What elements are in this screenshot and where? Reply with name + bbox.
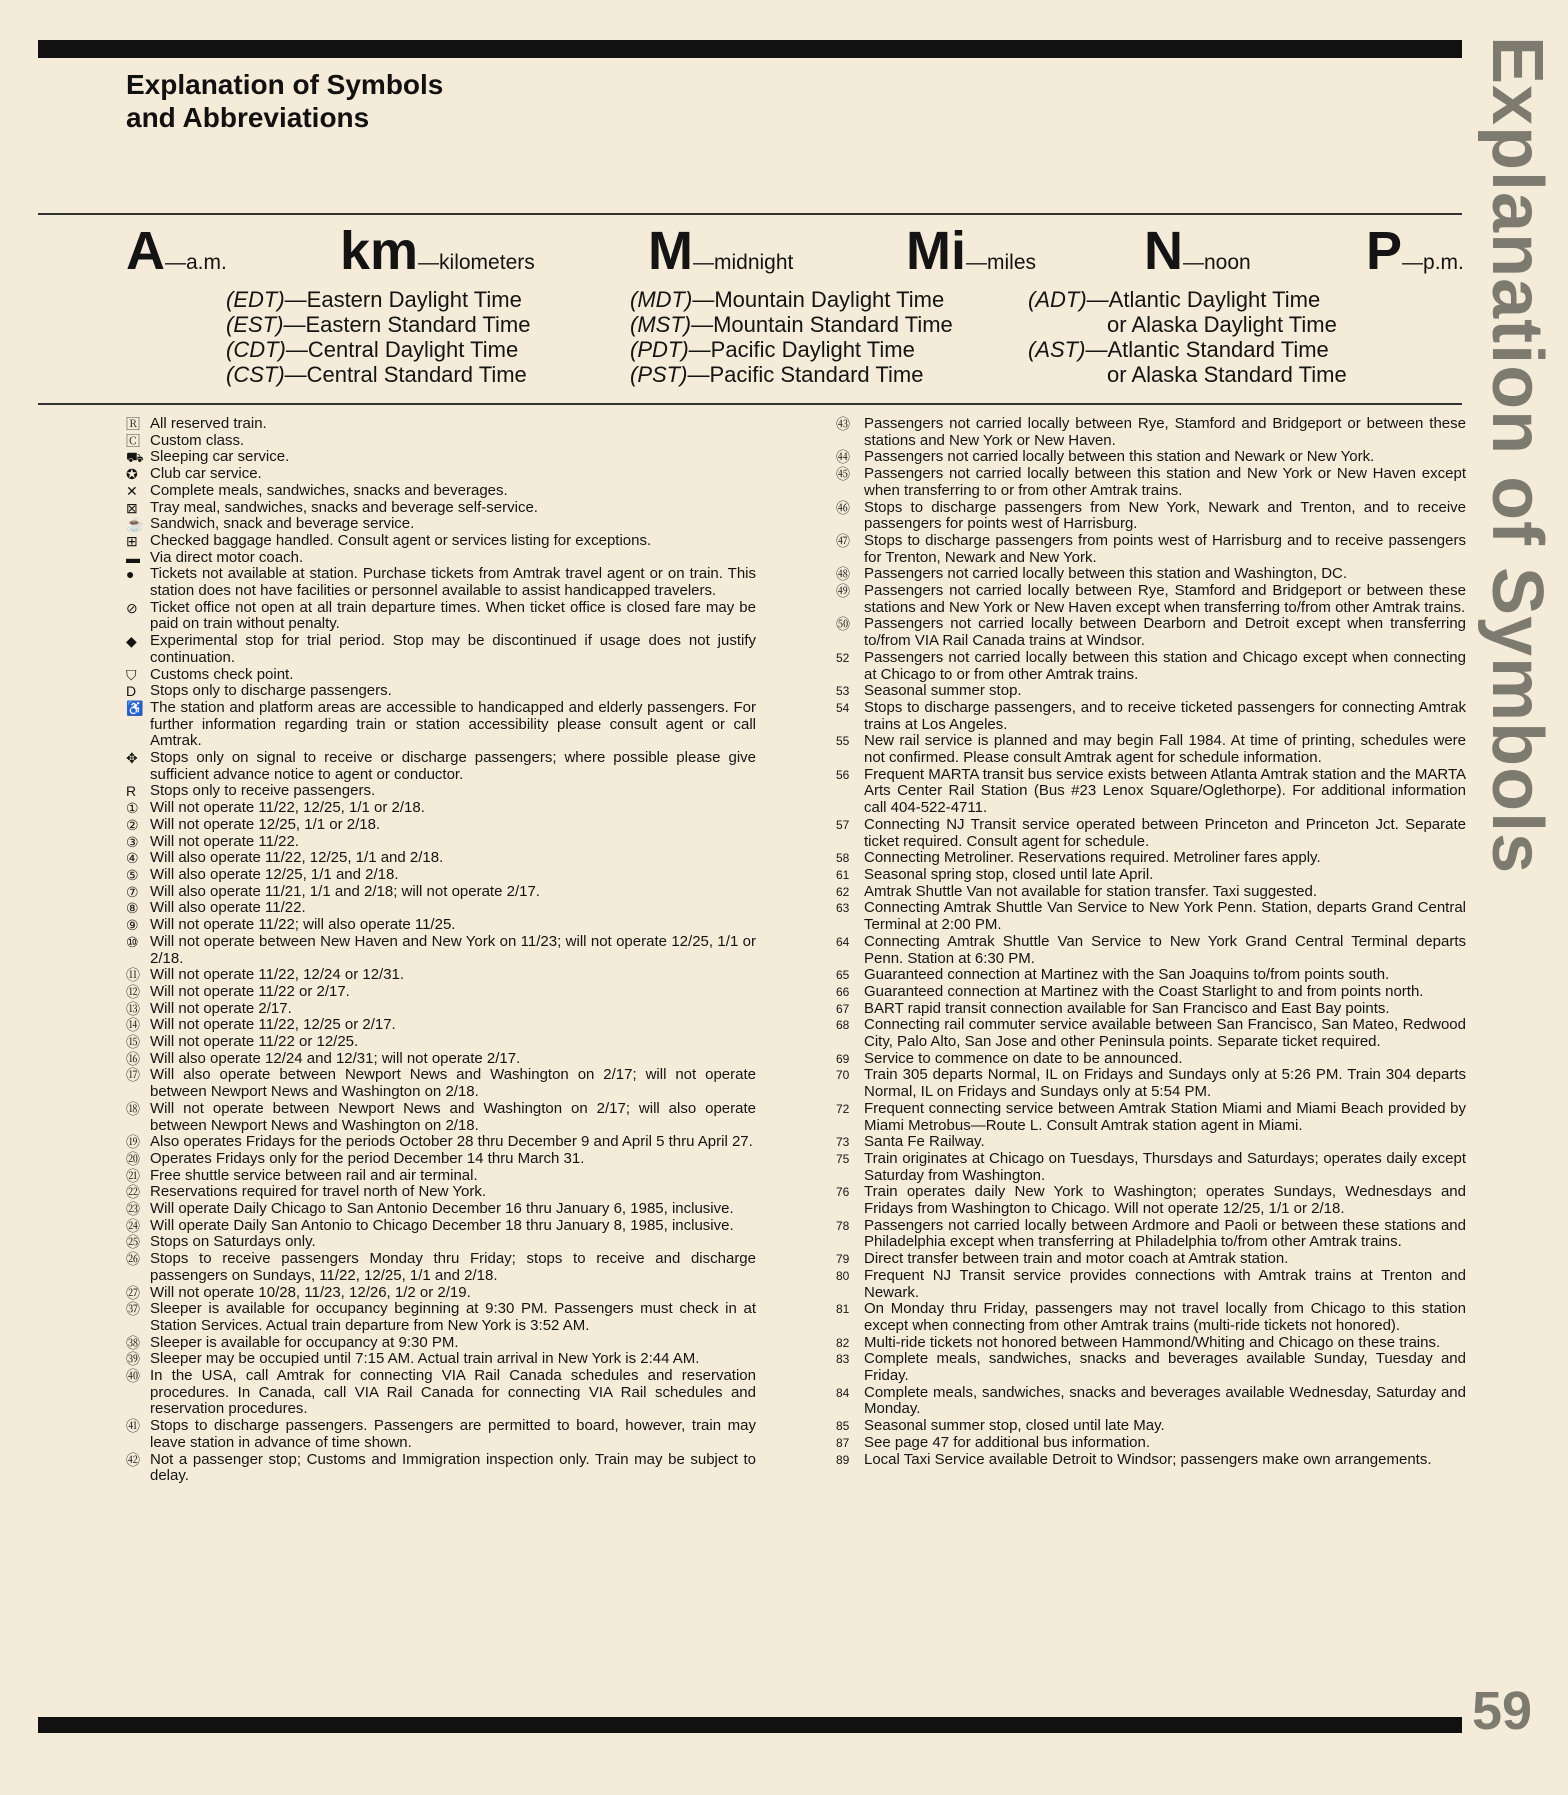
note-38-icon: ㊳ [126, 1334, 140, 1351]
custom-class-icon: 🄲 [126, 432, 140, 449]
list-item-text: Will operate Daily San Antonio to Chicago December 18 thru January 8, 1985, inclusive. [150, 1216, 734, 1234]
title-line-1: Explanation of Symbols [126, 69, 444, 100]
list-item-text: Sleeper may be occupied until 7:15 AM. Actual train arrival in New York is 2:44 AM. [150, 1350, 700, 1368]
list-item-text: Connecting Amtrak Shuttle Van Service to New York Grand Central Terminal departs Penn. Station at 6:30 PM. [864, 932, 1466, 967]
list-item [126, 633, 756, 666]
list-item-text: Stops to discharge passengers from points west of Harrisburg and to receive passengers for Trenton, Newark and New York. [864, 531, 1466, 566]
list-item [836, 934, 1466, 967]
discharge-icon: D [126, 683, 137, 700]
list-item-text: In the USA, call Amtrak for connecting VIA Rail Canada schedules and reservation procedures. In Canada, call VIA Rail Canada for connecting VIA Rail schedules and reservation procedures. [150, 1367, 756, 1418]
list-item [126, 600, 756, 633]
note-12-icon: ⑫ [126, 983, 140, 1000]
note-50-icon: ㊿ [836, 616, 850, 633]
list-item [126, 934, 756, 967]
list-item [126, 917, 756, 934]
reserved-icon: 🅁 [126, 416, 140, 432]
list-item [836, 984, 1466, 1001]
note-39-icon: ㊴ [126, 1351, 140, 1368]
list-item-text: The station and platform areas are accessible to handicapped and elderly passengers. For further information regarding train or station accessibility please consult agent or call Amtrak. [150, 698, 756, 750]
note-73-icon: 73 [836, 1135, 850, 1150]
list-item-text: Customs check point. [150, 665, 294, 683]
sandwich-icon: ☕ [126, 516, 144, 533]
list-item [126, 1184, 756, 1201]
note-5-icon: ⑤ [126, 866, 139, 883]
list-item-text: Will also operate 11/22. [150, 899, 306, 917]
note-56-icon: 56 [836, 767, 850, 782]
list-item-text: All reserved train. [150, 415, 267, 432]
note-19-icon: ⑲ [126, 1134, 140, 1151]
list-item [836, 867, 1466, 884]
list-item [836, 1268, 1466, 1301]
note-61-icon: 61 [836, 867, 850, 882]
list-item [126, 1285, 756, 1302]
list-item-text: Also operates Fridays for the periods October 28 thru December 9 and April 5 thru April 27. [150, 1133, 753, 1151]
list-item-text: Connecting Amtrak Shuttle Van Service to New York Penn. Station, departs Grand Central Terminal at 2:00 PM. [864, 899, 1466, 934]
list-item-text: Will also operate 11/22, 12/25, 1/1 and 2/18. [150, 849, 444, 867]
tz-pdt: (PDT)—Pacific Daylight Time [630, 337, 915, 362]
note-1-icon: ① [126, 800, 139, 817]
note-40-icon: ㊵ [126, 1368, 140, 1385]
abbr-n: N—noon [1144, 221, 1251, 281]
list-item-text: Frequent connecting service between Amtrak Station Miami and Miami Beach provided by Miami Metrobus—Route L. Consult Amtrak station agent in Miami. [864, 1099, 1466, 1134]
list-item [836, 1452, 1466, 1469]
note-83-icon: 83 [836, 1352, 850, 1367]
page-title [126, 68, 443, 134]
list-item-text: See page 47 for additional bus information. [864, 1433, 1151, 1451]
note-43-icon: ㊸ [836, 416, 850, 432]
list-item-text: Passengers not carried locally between this station and New York or New Haven except when transferring to or from other Amtrak trains. [864, 465, 1466, 499]
note-10-icon: ⑩ [126, 933, 139, 950]
list-item-text: Connecting rail commuter service available between San Francisco, San Mateo, Redwood City, Palo Alto, San Jose and other Peninsula points. Separate ticket required. [864, 1016, 1466, 1051]
list-item-text: Tray meal, sandwiches, snacks and beverage self-service. [150, 498, 538, 516]
list-item [836, 583, 1466, 616]
list-item [126, 867, 756, 884]
list-item-text: Stops on Saturdays only. [150, 1233, 316, 1251]
list-item-text: Sandwich, snack and beverage service. [150, 515, 415, 533]
list-item [836, 884, 1466, 901]
list-item [836, 1351, 1466, 1384]
list-item [126, 500, 756, 517]
list-item [126, 1218, 756, 1235]
tz-cst: (CST)—Central Standard Time [226, 362, 527, 387]
list-item [836, 1101, 1466, 1134]
list-item-text: Will not operate between New Haven and New York on 11/23; will not operate 12/25, 1/1 or 2/18. [150, 932, 756, 967]
note-48-icon: ㊽ [836, 566, 850, 583]
list-item [126, 1151, 756, 1168]
note-15-icon: ⑮ [126, 1034, 140, 1051]
list-item [126, 667, 756, 684]
note-80-icon: 80 [836, 1268, 850, 1283]
list-item [836, 566, 1466, 583]
note-49-icon: ㊾ [836, 583, 850, 600]
list-item [126, 1335, 756, 1352]
list-item-text: Amtrak Shuttle Van not available for station transfer. Taxi suggested. [864, 882, 1318, 900]
list-item [836, 700, 1466, 733]
list-item-text: Experimental stop for trial period. Stop may be discontinued if usage does not justify continuation. [150, 632, 756, 666]
list-item-text: Service to commence on date to be announced. [864, 1049, 1183, 1067]
note-7-icon: ⑦ [126, 883, 139, 900]
list-item-text: Reservations required for travel north of New York. [150, 1183, 486, 1201]
list-item [836, 1134, 1466, 1151]
list-item-text: Stops to discharge passengers. Passengers are permitted to board, however, train may leave station in advance of time shown. [150, 1417, 756, 1451]
note-55-icon: 55 [836, 734, 850, 749]
timezones-col-1 [226, 287, 530, 387]
list-item-text: Checked baggage handled. Consult agent or services listing for exceptions. [150, 531, 652, 549]
side-title [1477, 36, 1557, 916]
abbreviation-row [126, 220, 1466, 280]
list-item [126, 850, 756, 867]
note-52-icon: 52 [836, 650, 850, 665]
list-item-text: Passengers not carried locally between Rye, Stamford and Bridgeport or between these stations and New York or New Haven. [864, 415, 1466, 449]
baggage-icon: ⊞ [126, 532, 138, 549]
list-item [126, 449, 756, 466]
note-65-icon: 65 [836, 968, 850, 983]
list-item [836, 733, 1466, 766]
sleeping-car-icon: ⛟ [126, 449, 144, 466]
note-64-icon: 64 [836, 934, 850, 949]
list-item [836, 1051, 1466, 1068]
note-37-icon: ㊲ [126, 1301, 140, 1318]
list-item [126, 1034, 756, 1051]
abbr-a: A—a.m. [126, 221, 227, 281]
note-53-icon: 53 [836, 684, 850, 699]
list-item [126, 533, 756, 550]
note-17-icon: ⑰ [126, 1067, 140, 1084]
abbr-m: M—midnight [648, 221, 794, 281]
note-66-icon: 66 [836, 984, 850, 999]
timezones-col-2 [630, 287, 953, 387]
note-57-icon: 57 [836, 817, 850, 832]
divider-upper [38, 213, 1462, 215]
list-item-text: Stops to discharge passengers from New York, Newark and Trenton, and to receive passengers for points west of Harrisburg. [864, 498, 1466, 533]
list-item-text: Tickets not available at station. Purchase tickets from Amtrak travel agent or on train. This station does not have facilities or personnel available to assist handicapped travelers. [150, 565, 756, 600]
list-item [126, 1251, 756, 1284]
tz-cdt: (CDT)—Central Daylight Time [226, 337, 519, 362]
tz-adt: (ADT)—Atlantic Daylight Time [1028, 287, 1321, 312]
ticket-office-icon: ⊘ [126, 599, 138, 616]
note-85-icon: 85 [836, 1419, 850, 1434]
list-item [126, 967, 756, 984]
list-item [126, 550, 756, 567]
note-41-icon: ㊶ [126, 1418, 140, 1435]
divider-lower [38, 403, 1462, 405]
note-3-icon: ③ [126, 833, 139, 850]
list-item-text: Sleeper is available for occupancy beginning at 9:30 PM. Passengers must check in at Station Services. Actual train departure from New York is 3:52 AM. [150, 1300, 756, 1334]
list-item-text: Stops only on signal to receive or discharge passengers; where possible please give sufficient advance notice to agent or conductor. [150, 749, 756, 783]
note-24-icon: ㉔ [126, 1217, 140, 1234]
note-21-icon: ㉑ [126, 1167, 140, 1184]
list-item-text: Ticket office not open at all train departure times. When ticket office is closed fare may be paid on train without penalty. [150, 598, 756, 633]
note-14-icon: ⑭ [126, 1017, 140, 1034]
list-item-text: Frequent NJ Transit service provides connections with Amtrak trains at Trenton and Newark. [864, 1266, 1466, 1301]
list-item-text: Will not operate 11/22 or 2/17. [150, 982, 350, 1000]
list-item [836, 1251, 1466, 1268]
list-item-text: Complete meals, sandwiches, snacks and beverages available Wednesday, Saturday and Monday. [864, 1383, 1466, 1418]
accessible-icon: ♿ [126, 699, 144, 716]
list-item [836, 1218, 1466, 1251]
list-item [836, 466, 1466, 499]
list-item-text: Passengers not carried locally between this station and Washington, DC. [864, 565, 1348, 583]
note-22-icon: ㉒ [126, 1184, 140, 1201]
list-item [126, 1134, 756, 1151]
list-item [836, 767, 1466, 817]
note-46-icon: ㊻ [836, 499, 850, 516]
list-item-text: Will not operate between Newport News and Washington on 2/17; will also operate between Newport News and Washington on 2/18. [150, 1099, 756, 1134]
list-item [126, 817, 756, 834]
note-72-icon: 72 [836, 1101, 850, 1116]
list-item-text: Will also operate 12/25, 1/1 and 2/18. [150, 865, 399, 883]
list-item-text: Will not operate 11/22, 12/25, 1/1 or 2/18. [150, 799, 425, 817]
note-25-icon: ㉕ [126, 1234, 140, 1251]
list-item-text: Passengers not carried locally between Dearborn and Detroit except when transferring to/from VIA Rail Canada trains at Windsor. [864, 615, 1466, 650]
note-44-icon: ㊹ [836, 449, 850, 466]
dot-icon: ● [126, 566, 135, 583]
list-item [836, 616, 1466, 649]
list-item-text: Operates Fridays only for the period December 14 thru March 31. [150, 1149, 585, 1167]
list-item-text: Local Taxi Service available Detroit to Windsor; passengers make own arrangements. [864, 1450, 1432, 1468]
note-13-icon: ⑬ [126, 1000, 140, 1017]
note-23-icon: ㉓ [126, 1201, 140, 1218]
note-84-icon: 84 [836, 1385, 850, 1400]
list-item-text: Seasonal summer stop, closed until late May. [864, 1417, 1165, 1435]
list-item-text: Seasonal spring stop, closed until late April. [864, 865, 1154, 883]
list-item [836, 1335, 1466, 1352]
list-item [836, 1418, 1466, 1435]
list-item-text: Club car service. [150, 465, 262, 483]
abbr-p: P—p.m. [1366, 221, 1464, 281]
list-item [836, 900, 1466, 933]
receive-icon: R [126, 783, 137, 800]
list-item [836, 1301, 1466, 1334]
list-item [126, 700, 756, 750]
list-item-text: Will not operate 12/25, 1/1 or 2/18. [150, 815, 381, 833]
list-item-text: New rail service is planned and may begin Fall 1984. At time of printing, schedules were not confirmed. Please consult Amtrak agent for schedule information. [864, 732, 1466, 767]
list-item-text: Sleeping car service. [150, 448, 290, 466]
list-item-text: Train operates daily New York to Washington; operates Sundays, Wednesdays and Fridays from Washington to Chicago. Will not operate 12/25, 1/1 or 2/18. [864, 1183, 1466, 1218]
list-item-text: Multi-ride tickets not honored between Hammond/Whiting and Chicago on these trains. [864, 1333, 1441, 1351]
list-item-text: Guaranteed connection at Martinez with the Coast Starlight to and from points north. [864, 982, 1424, 1000]
list-item [836, 533, 1466, 566]
list-item [126, 1001, 756, 1018]
tz-pst: (PST)—Pacific Standard Time [630, 362, 924, 387]
list-item [126, 1051, 756, 1068]
list-item-text: Sleeper is available for occupancy at 9:30 PM. [150, 1333, 459, 1351]
list-item [126, 483, 756, 500]
list-item-text: Via direct motor coach. [150, 548, 304, 566]
note-8-icon: ⑧ [126, 900, 139, 917]
list-item-text: Stops only to discharge passengers. [150, 682, 392, 700]
tz-edt: (EDT)—Eastern Daylight Time [226, 287, 522, 312]
abbr-mi: Mi—miles [906, 221, 1037, 281]
list-item [126, 1234, 756, 1251]
list-item-text: Will also operate 12/24 and 12/31; will not operate 2/17. [150, 1049, 521, 1067]
list-item [836, 967, 1466, 984]
list-item [836, 416, 1466, 449]
note-76-icon: 76 [836, 1185, 850, 1200]
symbols-column-right [836, 416, 1466, 1468]
list-item [126, 1168, 756, 1185]
signal-stop-icon: ✥ [126, 750, 138, 767]
list-item [836, 1151, 1466, 1184]
list-item-text: Will not operate 11/22 or 12/25. [150, 1033, 359, 1051]
note-67-icon: 67 [836, 1001, 850, 1016]
tz-adt-alt: or Alaska Daylight Time [1107, 312, 1337, 337]
list-item [126, 1452, 756, 1485]
list-item-text: Santa Fe Railway. [864, 1133, 985, 1151]
list-item-text: Train 305 departs Normal, IL on Fridays and Sundays only at 5:26 PM. Train 304 departs Normal, IL on Fridays and Sundays only at 5:54 PM. [864, 1066, 1466, 1101]
note-16-icon: ⑯ [126, 1050, 140, 1067]
list-item-text: Direct transfer between train and motor coach at Amtrak station. [864, 1250, 1289, 1268]
list-item [126, 783, 756, 800]
note-75-icon: 75 [836, 1151, 850, 1166]
list-item-text: Custom class. [150, 431, 245, 449]
note-68-icon: 68 [836, 1018, 850, 1033]
list-item-text: Guaranteed connection at Martinez with the San Joaquins to/from points south. [864, 966, 1390, 984]
list-item [126, 433, 756, 450]
tz-mdt: (MDT)—Mountain Daylight Time [630, 287, 945, 312]
list-item [126, 984, 756, 1001]
note-26-icon: ㉖ [126, 1251, 140, 1268]
tz-ast-alt: or Alaska Standard Time [1107, 362, 1347, 387]
note-89-icon: 89 [836, 1452, 850, 1467]
list-item-text: Will not operate 11/22; will also operate 11/25. [150, 916, 456, 934]
list-item [126, 1418, 756, 1451]
note-58-icon: 58 [836, 851, 850, 866]
symbols-column-left [126, 416, 756, 1485]
list-item-text: Frequent MARTA transit bus service exists between Atlanta Amtrak station and the MARTA Arts Center Rail Station (Bus #23 Lenox Square/Oglethorpe). For additional information call 404-522-4711. [864, 765, 1466, 817]
list-item [126, 900, 756, 917]
note-42-icon: ㊷ [126, 1451, 140, 1468]
note-78-icon: 78 [836, 1218, 850, 1233]
list-item [836, 1001, 1466, 1018]
list-item-text: Complete meals, sandwiches, snacks and beverages. [150, 481, 508, 499]
note-20-icon: ⑳ [126, 1150, 140, 1167]
note-69-icon: 69 [836, 1051, 850, 1066]
page-number: 59 [1472, 1681, 1533, 1741]
list-item-text: Seasonal summer stop. [864, 682, 1022, 700]
timezones-col-3 [1028, 287, 1347, 387]
motor-coach-icon: ▬ [126, 549, 140, 566]
note-2-icon: ② [126, 816, 139, 833]
customs-icon: ⛉ [126, 666, 137, 683]
list-item [836, 1385, 1466, 1418]
meals-icon: ✕ [126, 482, 138, 499]
note-63-icon: 63 [836, 901, 850, 916]
list-item-text: Passengers not carried locally between this station and Chicago except when connecting at Chicago to or from other Amtrak trains. [864, 648, 1466, 683]
list-item [836, 1435, 1466, 1452]
note-82-icon: 82 [836, 1335, 850, 1350]
tray-meal-icon: ⊠ [126, 499, 138, 516]
bottom-rule [38, 1717, 1462, 1733]
note-9-icon: ⑨ [126, 917, 139, 934]
list-item [126, 884, 756, 901]
list-item-text: Will not operate 11/22, 12/24 or 12/31. [150, 966, 405, 984]
list-item [126, 683, 756, 700]
list-item [836, 683, 1466, 700]
list-item [126, 416, 756, 433]
note-62-icon: 62 [836, 884, 850, 899]
list-item [836, 449, 1466, 466]
list-item-text: On Monday thru Friday, passengers may not travel locally from Chicago to this station except when connecting from other Amtrak trains (multi-ride tickets not honored). [864, 1300, 1466, 1334]
tz-mst: (MST)—Mountain Standard Time [630, 312, 953, 337]
list-item [126, 566, 756, 599]
note-18-icon: ⑱ [126, 1100, 140, 1117]
list-item [836, 1067, 1466, 1100]
list-item-text: Connecting Metroliner. Reservations required. Metroliner fares apply. [864, 849, 1321, 867]
note-87-icon: 87 [836, 1435, 850, 1450]
tz-ast: (AST)—Atlantic Standard Time [1028, 337, 1329, 362]
list-item [126, 1301, 756, 1334]
title-line-2: and Abbreviations [126, 102, 370, 133]
list-item-text: Will not operate 2/17. [150, 999, 292, 1017]
top-rule [38, 40, 1462, 58]
list-item-text: Will operate Daily Chicago to San Antonio December 16 thru January 6, 1985, inclusive. [150, 1200, 734, 1218]
note-47-icon: ㊼ [836, 532, 850, 549]
list-item-text: Will not operate 10/28, 11/23, 12/26, 1/2 or 2/19. [150, 1283, 471, 1301]
list-item-text: BART rapid transit connection available for San Francisco and East Bay points. [864, 999, 1390, 1017]
list-item-text: Stops only to receive passengers. [150, 782, 376, 800]
note-79-icon: 79 [836, 1252, 850, 1267]
list-item [836, 500, 1466, 533]
list-item [126, 466, 756, 483]
list-item [126, 1017, 756, 1034]
tz-est: (EST)—Eastern Standard Time [226, 312, 531, 337]
list-item-text: Will not operate 11/22. [150, 832, 299, 850]
list-item-text: Will also operate 11/21, 1/1 and 2/18; will not operate 2/17. [150, 882, 540, 900]
list-item [836, 1184, 1466, 1217]
note-27-icon: ㉗ [126, 1284, 140, 1301]
list-item [126, 1351, 756, 1368]
list-item-text: Passengers not carried locally between Ardmore and Paoli or between these stations and Philadelphia except when transferring at Philadelphia to/from other Amtrak trains. [864, 1216, 1466, 1251]
list-item [126, 750, 756, 783]
note-11-icon: ⑪ [126, 967, 140, 984]
list-item [126, 834, 756, 851]
list-item-text: Will not operate 11/22, 12/25 or 2/17. [150, 1016, 396, 1034]
list-item [126, 1368, 756, 1418]
note-81-icon: 81 [836, 1302, 850, 1317]
list-item [126, 800, 756, 817]
diamond-icon: ◆ [126, 633, 137, 650]
list-item [126, 1067, 756, 1100]
note-45-icon: ㊺ [836, 466, 850, 483]
club-car-icon: ✪ [126, 466, 138, 483]
list-item [836, 817, 1466, 850]
list-item-text: Passengers not carried locally between this station and Newark or New York. [864, 448, 1375, 466]
list-item [836, 850, 1466, 867]
list-item-text: Free shuttle service between rail and air terminal. [150, 1166, 478, 1184]
list-item-text: Not a passenger stop; Customs and Immigration inspection only. Train may be subject to delay. [150, 1450, 756, 1485]
list-item-text: Will also operate between Newport News and Washington on 2/17; will not operate between Newport News and Washington on 2/18. [150, 1066, 756, 1101]
list-item-text: Stops to receive passengers Monday thru Friday; stops to receive and discharge passengers on Sundays, 11/22, 12/25, 1/1 and 2/18. [150, 1250, 756, 1284]
list-item [126, 516, 756, 533]
list-item-text: Complete meals, sandwiches, snacks and beverages available Sunday, Tuesday and Friday. [864, 1350, 1466, 1385]
list-item-text: Passengers not carried locally between Rye, Stamford and Bridgeport or between these stations and New York or New Haven except when transferring to/from other Amtrak trains. [864, 582, 1466, 616]
list-item-text: Connecting NJ Transit service operated between Princeton and Princeton Jct. Separate ticket required. Consult agent for schedule. [864, 815, 1466, 850]
abbr-km: km—kilometers [340, 221, 535, 281]
note-4-icon: ④ [126, 850, 139, 867]
list-item-text: Stops to discharge passengers, and to receive ticketed passengers for connecting Amtrak trains at Los Angeles. [864, 698, 1466, 733]
list-item-text: Train originates at Chicago on Tuesdays, Thursdays and Saturdays; operates daily except Saturday from Washington. [864, 1149, 1466, 1184]
note-70-icon: 70 [836, 1068, 850, 1083]
side-title-text: Explanation of Symbols [1477, 36, 1557, 875]
note-54-icon: 54 [836, 700, 850, 715]
list-item [126, 1201, 756, 1218]
list-item [126, 1101, 756, 1134]
list-item [836, 650, 1466, 683]
list-item [836, 1017, 1466, 1050]
